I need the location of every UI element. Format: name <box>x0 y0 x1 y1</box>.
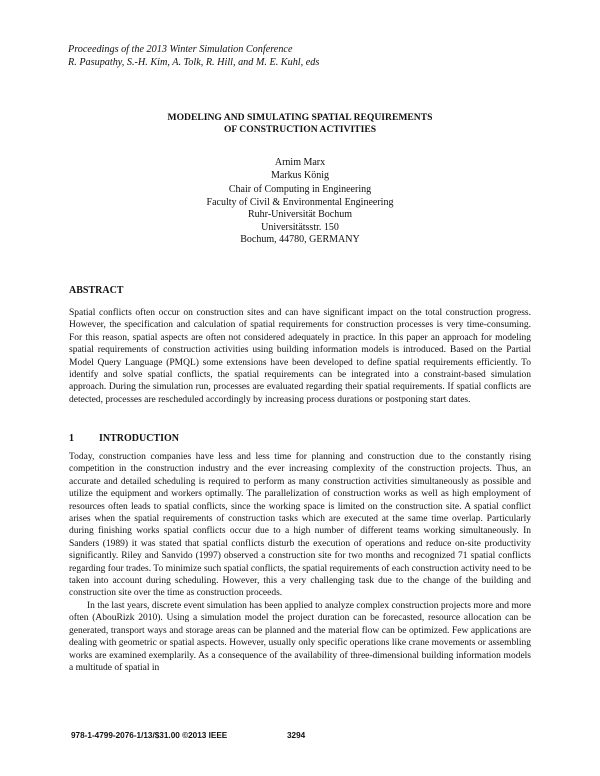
abstract-heading: ABSTRACT <box>69 285 124 296</box>
proceedings-header <box>68 44 319 69</box>
affiliation-line: Chair of Computing in Engineering <box>228 184 372 195</box>
footer-page-number: 3294 <box>287 731 306 740</box>
author-name: Markus König <box>270 169 330 181</box>
introduction-body <box>69 451 531 674</box>
affiliation-line: Universitätsstr. 150 <box>261 221 339 233</box>
affiliation-line: Ruhr-Universität Bochum <box>248 209 352 220</box>
paper-title <box>0 112 600 136</box>
section-heading-introduction <box>69 433 179 444</box>
author-list <box>0 157 600 182</box>
proceedings-editors: R. Pasupathy, S.-H. Kim, A. Tolk, R. Hill, and M. E. Kuhl, eds <box>68 56 320 68</box>
author-name: Arnim Marx <box>274 157 326 168</box>
proceedings-title: Proceedings of the 2013 Winter Simulation Conference <box>68 44 293 55</box>
section-title: INTRODUCTION <box>99 433 180 444</box>
body-paragraph: In the last years, discrete event simulation has been applied to analyze complex construction projects more and more often (AbouRizk 2010). Using a simulation model the project duration can be forecasted, resource allocation can be generated, transport ways and storage areas can be planned and the material flow can be optimized. Few applications are dealing with geometric or spatial aspects. However, usually only specific operations like crane movements or assembling works are examined exemplarily. As a consequence of the availability of three-dimensional building information models a multitude of spatial in <box>69 600 531 673</box>
abstract-body: Spatial conflicts often occur on construction sites and can have significant impact on the total construction progress. However, the specification and calculation of spatial requirements for construction processes is very time-consuming. For this reason, spatial aspects are often not considered adequately in practice. In this paper an approach for modeling spatial requirements of construction activities using building information models is introduced. Based on the Partial Model Query Language (PMQL) some extensions have been developed to define spatial requirements efficiently. To identify and solve spatial conflicts, the spatial requirements can be integrated into a constraint-based simulation approach. During the simulation run, processes are evaluated regarding their spatial requirements. If spatial conflicts are detected, processes are rescheduled accordingly by increasing process durations or postponing start dates. <box>69 308 531 405</box>
paper-title-line-1: MODELING AND SIMULATING SPATIAL REQUIREMENTS <box>167 112 433 123</box>
affiliation-line: Faculty of Civil & Environmental Engineering <box>206 196 394 208</box>
body-paragraph: Today, construction companies have less and less time for planning and construction due to the constantly rising competition in the construction industry and the ever increasing complexity of the construction projects. Thus, an accurate and detailed scheduling is required to perform as many construction activities simultaneously as possible and utilize the equipment and workers optimally. The parallelization of construction works as well as high employment of resources often leads to spatial conflicts, since the working space is limited on the construction site. A spatial conflict arises when the spatial requirements of construction tasks which are executed at the same time overlap. Particularly during finishing works spatial conflicts occur due to a high number of different teams working simultaneously. In Sanders (1989) it was stated that spatial conflicts disturb the execution of operations and reduce on-site productivity significantly. Riley and Sanvido (1997) observed a construction site for two months and recognized 71 spatial conflicts regarding four trades. To minimize such spatial conflicts, the spatial requirements of each construction activity need to be taken into account during scheduling. However, this a very challenging task due to the change of the building and construction site over the time as construction proceeds. <box>69 452 531 599</box>
affiliation-line: Bochum, 44780, GERMANY <box>240 234 360 245</box>
footer-isbn: 978-1-4799-2076-1/13/$31.00 ©2013 IEEE <box>71 731 228 740</box>
author-affiliation <box>0 184 600 247</box>
section-number: 1 <box>69 433 74 444</box>
paper-title-line-2: OF CONSTRUCTION ACTIVITIES <box>223 124 377 135</box>
